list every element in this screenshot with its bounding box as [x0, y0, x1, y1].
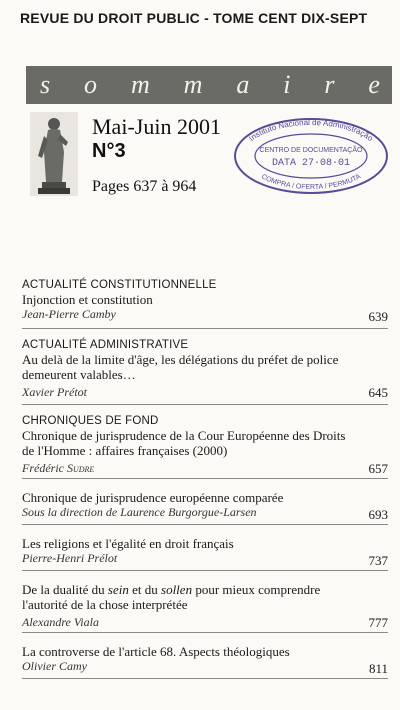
entry-page: 657: [368, 461, 388, 476]
entry-rule: [22, 570, 388, 571]
entry-title-italic: sein: [107, 582, 129, 597]
banner-letter: e: [368, 70, 380, 99]
entry-title-part: pour mieux comprendre l'autorité de la chose interprétée: [22, 582, 321, 612]
toc-entry[interactable]: [22, 292, 388, 322]
issue-pages: Pages 637 à 964: [92, 178, 197, 195]
section-rule: [22, 404, 388, 405]
entry-page: 693: [368, 507, 388, 522]
stamp-location: COMPRA / OFERTA / PERMUTA: [260, 173, 362, 192]
entry-page: 811: [368, 661, 388, 676]
banner-letter: o: [84, 70, 98, 99]
entry-title: Chronique de jurisprudence européenne comparée: [22, 490, 284, 505]
statue-illustration: [30, 112, 78, 196]
library-stamp: [232, 116, 390, 196]
entry-page: 645: [368, 385, 388, 400]
entry-title: [22, 582, 352, 612]
entry-rule: [22, 524, 388, 525]
entry-author: Sous la direction de Laurence Burgorgue-Larsen: [22, 505, 257, 519]
entry-title: Chronique de jurisprudence de la Cour Européenne des Droits de l'Homme : affaires françaises (2000): [22, 428, 346, 458]
banner-letter: m: [130, 70, 150, 99]
toc-entry[interactable]: [22, 428, 388, 476]
banner-letter: a: [236, 70, 250, 99]
section-heading: CHRONIQUES DE FOND: [22, 415, 159, 427]
toc-entry[interactable]: [22, 536, 388, 566]
journal-title: REVUE DU DROIT PUBLIC - TOME CENT DIX-SEPT: [20, 10, 368, 26]
stamp-institution: Instituto Nacional de Administração: [247, 117, 375, 144]
entry-author: Alexandre Viala: [22, 615, 99, 629]
entry-title: Injonction et constitution: [22, 292, 153, 307]
entry-title: Au delà de la limite d'âge, les délégations du préfet de police demeurent valables…: [22, 352, 339, 382]
entry-title-part: et du: [128, 582, 162, 597]
banner-letter: m: [183, 70, 203, 99]
banner-letter: i: [283, 70, 291, 99]
entry-page: 777: [368, 615, 388, 630]
toc-entry[interactable]: [22, 582, 388, 630]
entry-author-last: Sudre: [66, 461, 95, 475]
issue-number: N°3: [92, 140, 126, 162]
banner-letter: s: [40, 70, 51, 99]
toc-entry[interactable]: [22, 352, 388, 400]
section-heading: ACTUALITÉ CONSTITUTIONNELLE: [22, 279, 217, 291]
entry-rule: [22, 678, 388, 679]
entry-author: Pierre-Henri Prélot: [22, 551, 118, 565]
stamp-center: CENTRO DE DOCUMENTAÇÃO: [259, 147, 363, 154]
section-rule: [22, 328, 388, 329]
entry-rule: [22, 478, 388, 479]
toc-section: [22, 278, 388, 322]
entry-rule: [22, 632, 388, 633]
toc-section: [22, 414, 388, 676]
toc-entry[interactable]: [22, 490, 388, 520]
banner-letter: r: [324, 70, 335, 99]
entry-author: Jean-Pierre Camby: [22, 307, 116, 321]
sommaire-banner: [26, 66, 392, 104]
svg-text:Instituto Nacional de Administ: [247, 118, 375, 143]
entry-author: [22, 461, 388, 476]
toc-section: [22, 338, 388, 400]
entry-title-part: De la dualité du: [22, 582, 108, 597]
toc-entry[interactable]: [22, 644, 388, 674]
entry-title: La controverse de l'article 68. Aspects théologiques: [22, 644, 290, 659]
entry-author: Olivier Camy: [22, 659, 87, 673]
entry-author: Xavier Prétot: [22, 385, 87, 399]
entry-title-italic: sollen: [161, 582, 193, 597]
issue-date: Mai-Juin 2001: [92, 114, 221, 139]
entry-author-first: Frédéric: [22, 461, 64, 475]
entry-title: Les religions et l'égalité en droit français: [22, 536, 234, 551]
entry-page: 737: [368, 553, 388, 568]
stamp-date: DATA 27·08·01: [271, 158, 351, 169]
section-heading: ACTUALITÉ ADMINISTRATIVE: [22, 339, 189, 351]
entry-page: 639: [368, 309, 388, 324]
